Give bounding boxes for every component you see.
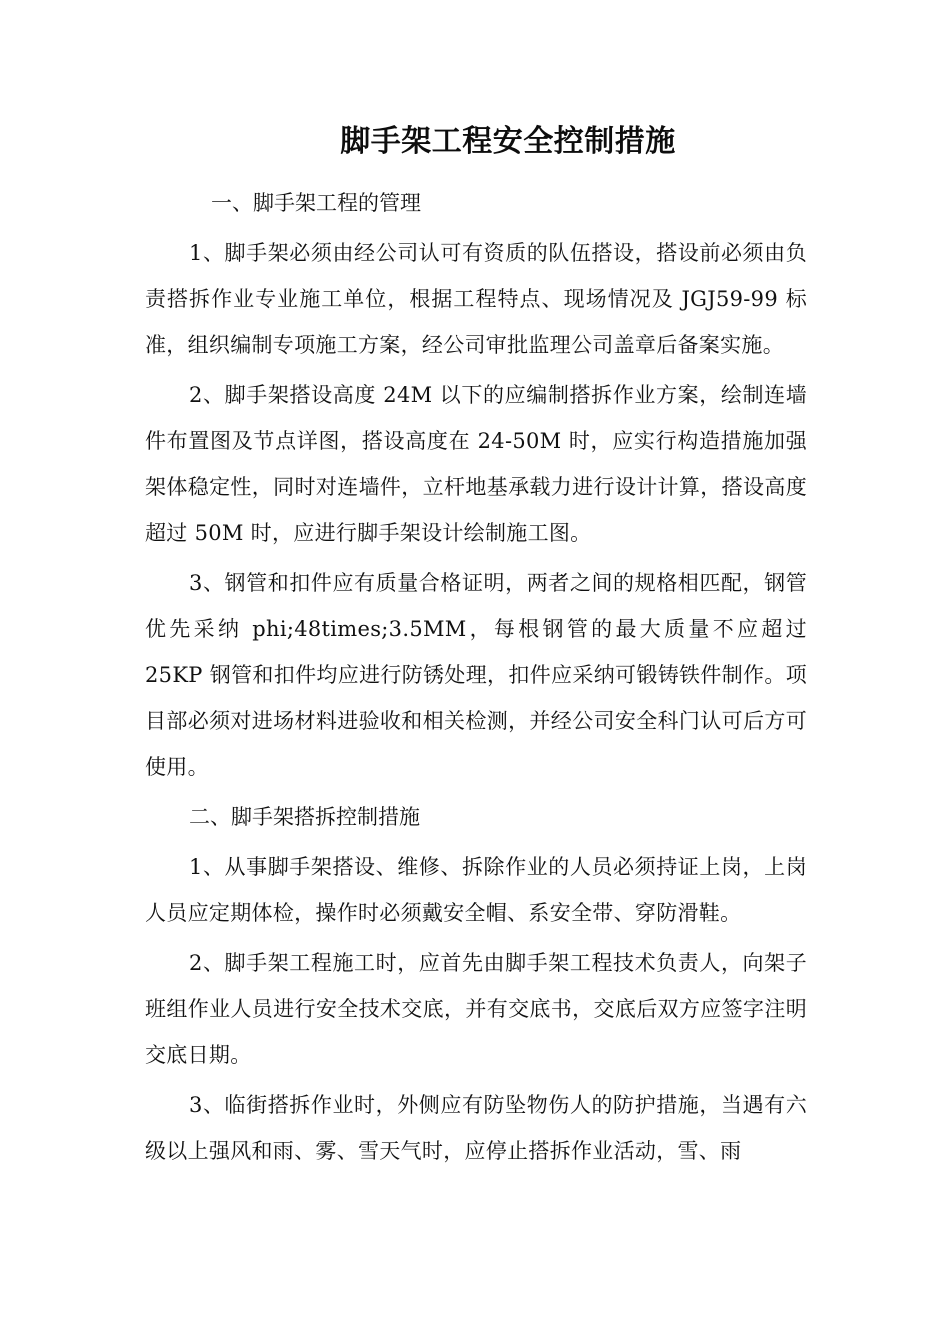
section-heading-control-measures: 二、脚手架搭拆控制措施 — [189, 805, 420, 829]
document-title: 脚手架工程安全控制措施 — [340, 124, 676, 159]
document-body — [145, 180, 807, 1174]
paragraph-1-1: 1、脚手架必须由经公司认可有资质的队伍搭设，搭设前必须由负责搭拆作业专业施工单位，根据工程特点、现场情况及 JGJ59-99 标准，组织编制专项施工方案，经公司审批监理公司盖章后备案实施。 — [145, 241, 807, 357]
paragraph-2-2: 2、脚手架工程施工时，应首先由脚手架工程技术负责人，向架子班组作业人员进行安全技术交底，并有交底书，交底后双方应签字注明交底日期。 — [145, 951, 807, 1067]
paragraph-1-2: 2、脚手架搭设高度 24M 以下的应编制搭拆作业方案，绘制连墙件布置图及节点详图，搭设高度在 24-50M 时，应实行构造措施加强架体稳定性，同时对连墙件，立杆地基承载力进行设计计算，搭设高度超过 50M 时，应进行脚手架设计绘制施工图。 — [145, 383, 807, 545]
paragraph-2-1: 1、从事脚手架搭设、维修、拆除作业的人员必须持证上岗，上岗人员应定期体检，操作时必须戴安全帽、系安全带、穿防滑鞋。 — [145, 855, 807, 925]
section-heading-management: 一、脚手架工程的管理 — [211, 191, 421, 215]
paragraph-1-3: 3、钢管和扣件应有质量合格证明，两者之间的规格相匹配，钢管优先采纳 phi;48times;3.5MM，每根钢管的最大质量不应超过 25KP 钢管和扣件均应进行防锈处理，扣件应采纳可锻铸铁件制作。项目部必须对进场材料进验收和相关检测，并经公司安全科门认可后方可使用。 — [145, 571, 807, 779]
paragraph-2-3: 3、临街搭拆作业时，外侧应有防坠物伤人的防护措施，当遇有六级以上强风和雨、雾、雪天气时，应停止搭拆作业活动，雪、雨 — [145, 1093, 807, 1163]
